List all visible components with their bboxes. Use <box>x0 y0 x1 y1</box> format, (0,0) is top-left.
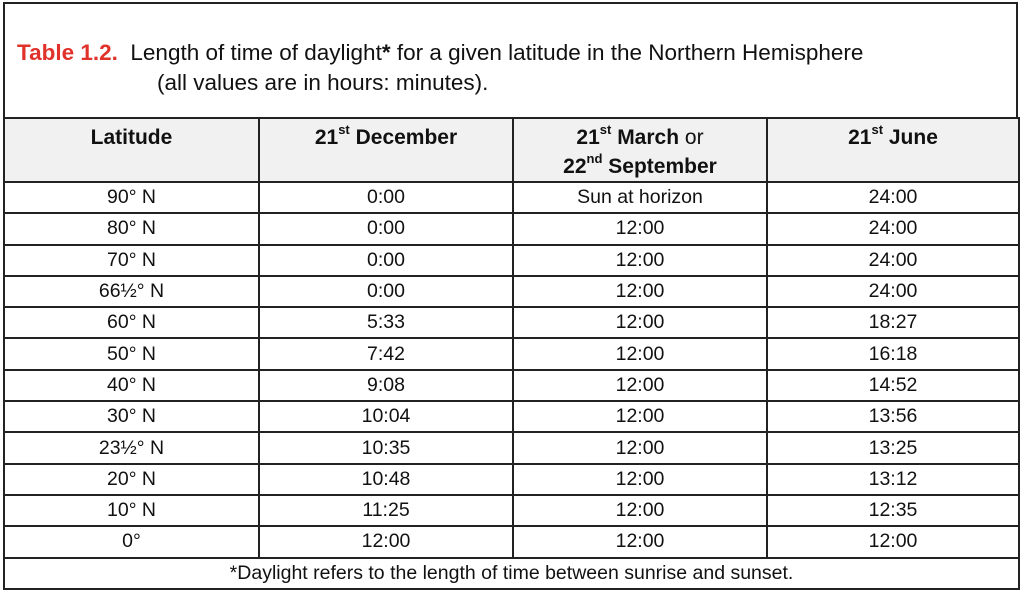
table-row <box>4 338 1019 369</box>
latitude-cell: 10° N <box>4 495 259 526</box>
december-cell: 11:25 <box>259 495 513 526</box>
june-cell: 13:56 <box>767 401 1019 432</box>
equinox-cell: Sun at horizon <box>513 182 767 213</box>
table-row <box>4 307 1019 338</box>
december-cell: 0:00 <box>259 213 513 244</box>
latitude-cell: 90° N <box>4 182 259 213</box>
caption-asterisk: * <box>381 40 391 65</box>
footnote: *Daylight refers to the length of time between sunrise and sunset. <box>4 558 1019 589</box>
june-cell: 13:12 <box>767 464 1019 495</box>
december-cell: 5:33 <box>259 307 513 338</box>
latitude-cell: 80° N <box>4 213 259 244</box>
june-cell: 24:00 <box>767 276 1019 307</box>
equinox-cell: 12:00 <box>513 338 767 369</box>
latitude-cell: 20° N <box>4 464 259 495</box>
caption-text-rest: for a given latitude in the Northern Hemisphere <box>396 40 864 65</box>
june-cell: 14:52 <box>767 370 1019 401</box>
table-row <box>4 276 1019 307</box>
table-row <box>4 432 1019 463</box>
header-december: 21st December <box>259 118 513 182</box>
december-cell: 10:04 <box>259 401 513 432</box>
june-cell: 18:27 <box>767 307 1019 338</box>
latitude-cell: 30° N <box>4 401 259 432</box>
december-cell: 0:00 <box>259 276 513 307</box>
header-equinox: 21st March or 22nd September <box>513 118 767 182</box>
equinox-cell: 12:00 <box>513 432 767 463</box>
equinox-cell: 12:00 <box>513 213 767 244</box>
table-caption-box <box>3 2 1018 117</box>
header-june: 21st June <box>767 118 1019 182</box>
table-row <box>4 245 1019 276</box>
december-cell: 10:48 <box>259 464 513 495</box>
equinox-cell: 12:00 <box>513 464 767 495</box>
equinox-cell: 12:00 <box>513 401 767 432</box>
table-row <box>4 401 1019 432</box>
june-cell: 16:18 <box>767 338 1019 369</box>
december-cell: 12:00 <box>259 526 513 557</box>
equinox-cell: 12:00 <box>513 370 767 401</box>
december-cell: 7:42 <box>259 338 513 369</box>
latitude-cell: 66½° N <box>4 276 259 307</box>
table-body <box>4 182 1019 558</box>
latitude-cell: 23½° N <box>4 432 259 463</box>
latitude-cell: 70° N <box>4 245 259 276</box>
june-cell: 24:00 <box>767 245 1019 276</box>
latitude-cell: 0° <box>4 526 259 557</box>
december-cell: 0:00 <box>259 245 513 276</box>
equinox-cell: 12:00 <box>513 495 767 526</box>
latitude-cell: 60° N <box>4 307 259 338</box>
table-row <box>4 526 1019 557</box>
december-cell: 0:00 <box>259 182 513 213</box>
june-cell: 13:25 <box>767 432 1019 463</box>
latitude-cell: 40° N <box>4 370 259 401</box>
june-cell: 12:00 <box>767 526 1019 557</box>
equinox-cell: 12:00 <box>513 526 767 557</box>
caption-line-1 <box>17 40 863 66</box>
equinox-cell: 12:00 <box>513 307 767 338</box>
header-row <box>4 118 1019 182</box>
table-row <box>4 370 1019 401</box>
table-row <box>4 213 1019 244</box>
june-cell: 12:35 <box>767 495 1019 526</box>
december-cell: 9:08 <box>259 370 513 401</box>
june-cell: 24:00 <box>767 182 1019 213</box>
caption-text: Length of time of daylight <box>130 40 382 65</box>
june-cell: 24:00 <box>767 213 1019 244</box>
equinox-cell: 12:00 <box>513 276 767 307</box>
caption-line-2: (all values are in hours: minutes). <box>157 70 489 95</box>
table-row <box>4 495 1019 526</box>
equinox-cell: 12:00 <box>513 245 767 276</box>
table-row <box>4 464 1019 495</box>
december-cell: 10:35 <box>259 432 513 463</box>
header-latitude: Latitude <box>4 118 259 182</box>
table-row <box>4 182 1019 213</box>
footnote-row <box>4 558 1019 589</box>
latitude-cell: 50° N <box>4 338 259 369</box>
table-label: Table 1.2. <box>17 40 118 65</box>
daylight-table <box>3 117 1020 590</box>
